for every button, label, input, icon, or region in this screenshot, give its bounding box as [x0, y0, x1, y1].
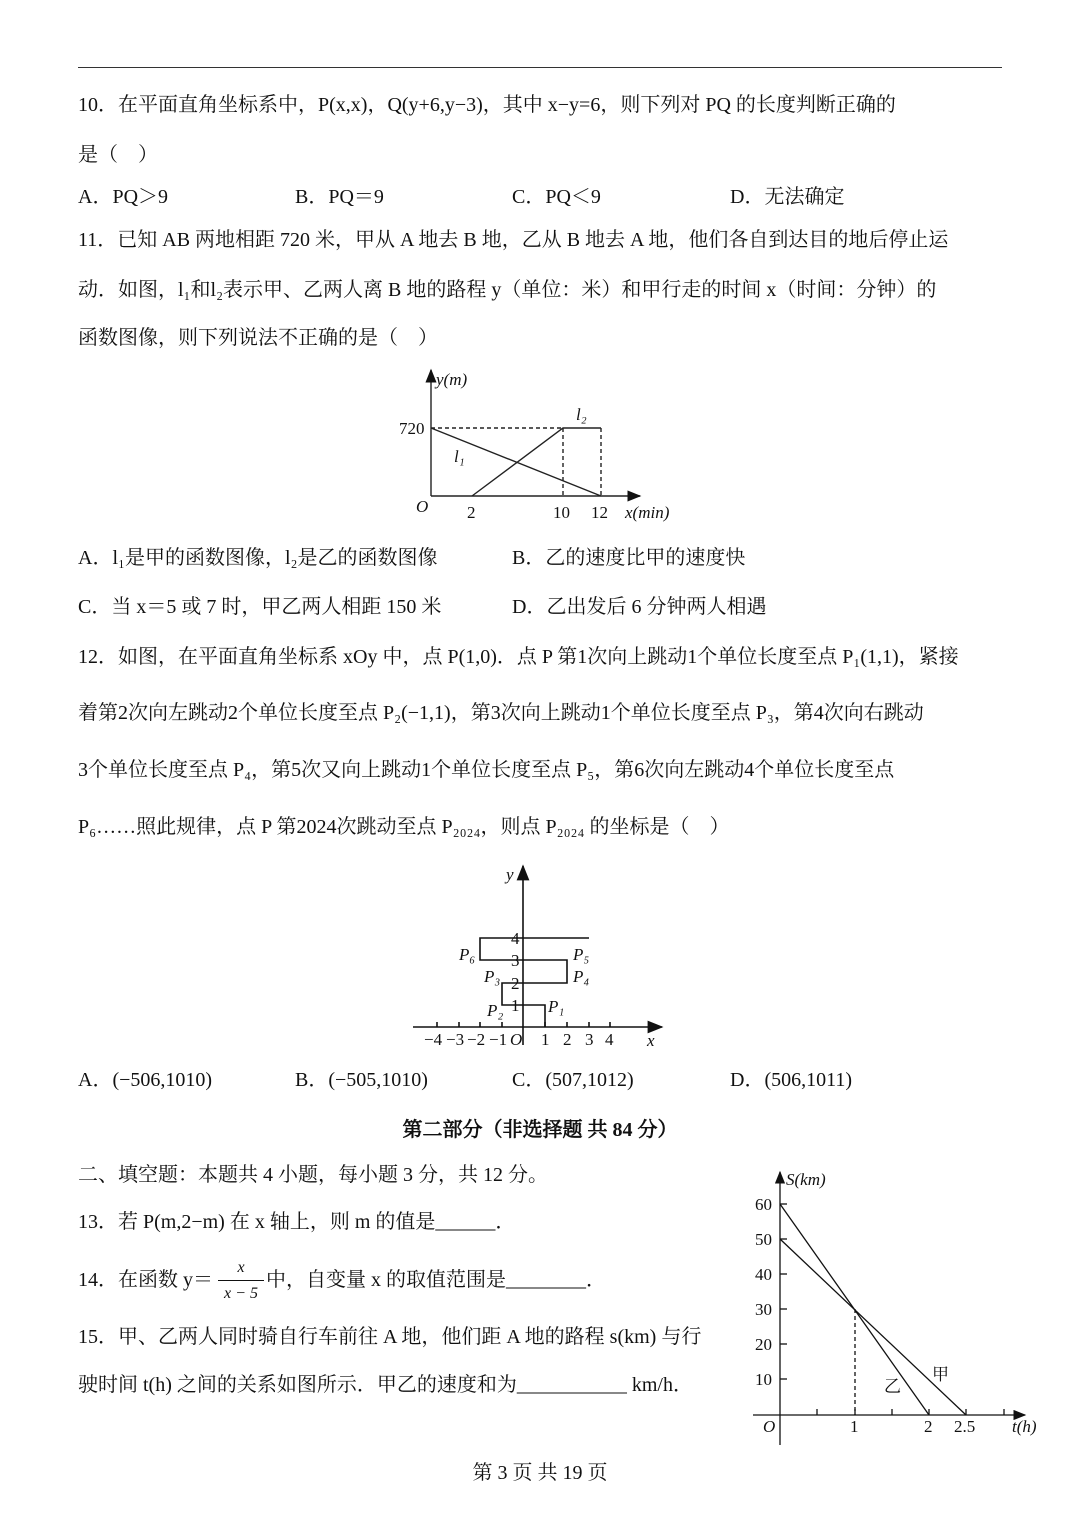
q11-option-b: B．乙的速度比甲的速度快	[512, 547, 746, 569]
ytick-10: 10	[755, 1370, 772, 1389]
label-yi: 乙	[884, 1377, 901, 1396]
tick-neg1: −1	[489, 1030, 508, 1049]
label-jia: 甲	[932, 1365, 949, 1384]
q13: 13．若 P(m,2−m) 在 x 轴上，则 m 的值是______．	[78, 1211, 516, 1233]
q15-line2: 驶时间 t(h) 之间的关系如图所示．甲乙的速度和为___________ km/h．	[78, 1374, 693, 1396]
point-p3: P₃	[484, 967, 501, 986]
xtick-2: 2	[924, 1417, 933, 1436]
y-axis-label: y	[506, 865, 514, 884]
q12-option-d: D．(506,1011)	[730, 1069, 853, 1091]
line-jia	[780, 1239, 966, 1415]
q14-denominator: x − 5	[224, 1285, 258, 1302]
l1-label: l₁	[454, 447, 465, 466]
y-ticks	[780, 1204, 787, 1379]
q12-line3: 3个单位长度至点 P₄，第5次又向上跳动1个单位长度至点 P₅，第6次向左跳动4个单位长度至点	[78, 759, 895, 781]
tick-neg2: −2	[467, 1030, 486, 1049]
xtick-2-5: 2.5	[954, 1417, 976, 1436]
ytick-4: 4	[511, 929, 520, 948]
x-axis-label: x	[647, 1031, 655, 1050]
y-axis-label: y(m)	[436, 370, 468, 389]
point-p5: P₅	[573, 945, 590, 964]
l2-label: l₂	[576, 405, 587, 424]
q12-option-a: A．(−506,1010)	[78, 1069, 213, 1091]
tick-10: 10	[553, 503, 570, 522]
xtick-1: 1	[850, 1417, 859, 1436]
section-part-heading: 二、填空题：本题共 4 小题，每小题 3 分，共 12 分。	[78, 1164, 548, 1186]
tick-neg3: −3	[446, 1030, 465, 1049]
q10-line1: 10．在平面直角坐标系中，P(x,x)，Q(y+6,y−3)，其中 x−y=6，则下列对 PQ 的长度判断正确的	[78, 94, 896, 116]
q10-option-d: D．无法确定	[730, 186, 845, 208]
y-axis-label: S(km)	[786, 1170, 826, 1189]
point-p2: P₂	[487, 1001, 504, 1020]
x-axis-label: x(min)	[625, 503, 670, 522]
q12-figure	[413, 866, 662, 1045]
q15-line1: 15．甲、乙两人同时骑自行车前往 A 地，他们距 A 地的路程 s(km) 与行	[78, 1326, 702, 1348]
q12-line2: 着第2次向左跳动2个单位长度至点 P₂(−1,1)，第3次向上跳动1个单位长度至点 P₃，第4次向右跳动	[78, 702, 924, 724]
ytick-20: 20	[755, 1335, 772, 1354]
point-p6: P₆	[459, 945, 476, 964]
tick-2: 2	[563, 1030, 572, 1049]
q11-option-c: C．当 x＝5 或 7 时，甲乙两人相距 150 米	[78, 596, 442, 618]
origin-label: O	[416, 497, 429, 516]
point-p4: P₄	[573, 967, 590, 986]
q10-option-b: B．PQ＝9	[295, 186, 384, 208]
tick-720: 720	[399, 419, 425, 438]
q14-prefix: 14．在函数 y＝	[78, 1269, 213, 1291]
section-title: 第二部分（非选择题 共 84 分）	[402, 1119, 678, 1141]
q12-option-b: B．(−505,1010)	[295, 1069, 428, 1091]
ytick-60: 60	[755, 1195, 772, 1214]
q11-option-a: A．l₁是甲的函数图像，l₂是乙的函数图像	[78, 547, 438, 569]
tick-3: 3	[585, 1030, 594, 1049]
q11-line1: 11．已知 AB 两地相距 720 米，甲从 A 地去 B 地，乙从 B 地去 A 地，他们各自到达目的地后停止运	[78, 229, 949, 251]
tick-neg4: −4	[424, 1030, 443, 1049]
page-footer: 第 3 页 共 19 页	[472, 1462, 608, 1484]
tick-12: 12	[591, 503, 608, 522]
line-l2	[472, 428, 601, 496]
ytick-2: 2	[511, 974, 520, 993]
q14-numerator: x	[237, 1259, 245, 1276]
x-axis-label: t(h)	[1012, 1417, 1037, 1436]
ytick-30: 30	[755, 1300, 772, 1319]
ytick-1: 1	[511, 996, 520, 1015]
q11-option-d: D．乙出发后 6 分钟两人相遇	[512, 596, 767, 618]
ytick-50: 50	[755, 1230, 772, 1249]
point-p1: P₁	[548, 997, 565, 1016]
q14-suffix: 中，自变量 x 的取值范围是________．	[266, 1269, 606, 1291]
q11-line3: 函数图像，则下列说法不正确的是（ ）	[78, 327, 438, 349]
q11-line2: 动．如图，l₁和l₂表示甲、乙两人离 B 地的路程 y（单位：米）和甲行走的时间 x（时间：分钟）的	[78, 279, 937, 301]
q12-option-c: C．(507,1012)	[512, 1069, 634, 1091]
origin-label: O	[763, 1417, 776, 1436]
q10-option-c: C．PQ＜9	[512, 186, 601, 208]
origin-label: O	[510, 1030, 523, 1049]
q10-line2: 是（ ）	[78, 144, 158, 166]
x-ticks	[817, 1409, 1004, 1415]
tick-4: 4	[605, 1030, 614, 1049]
ytick-40: 40	[755, 1265, 772, 1284]
tick-1: 1	[541, 1030, 550, 1049]
q15-figure	[753, 1172, 1025, 1445]
q12-line4: P₆……照此规律，点 P 第2024次跳动至点 P₂₀₂₄，则点 P₂₀₂₄ 的坐标是（ ）	[78, 816, 730, 838]
tick-2: 2	[467, 503, 476, 522]
q12-line1: 12．如图，在平面直角坐标系 xOy 中，点 P(1,0)．点 P 第1次向上跳动1个单位长度至点 P₁(1,1)，紧接	[78, 646, 959, 668]
ytick-3: 3	[511, 951, 520, 970]
q10-option-a: A．PQ＞9	[78, 186, 169, 208]
